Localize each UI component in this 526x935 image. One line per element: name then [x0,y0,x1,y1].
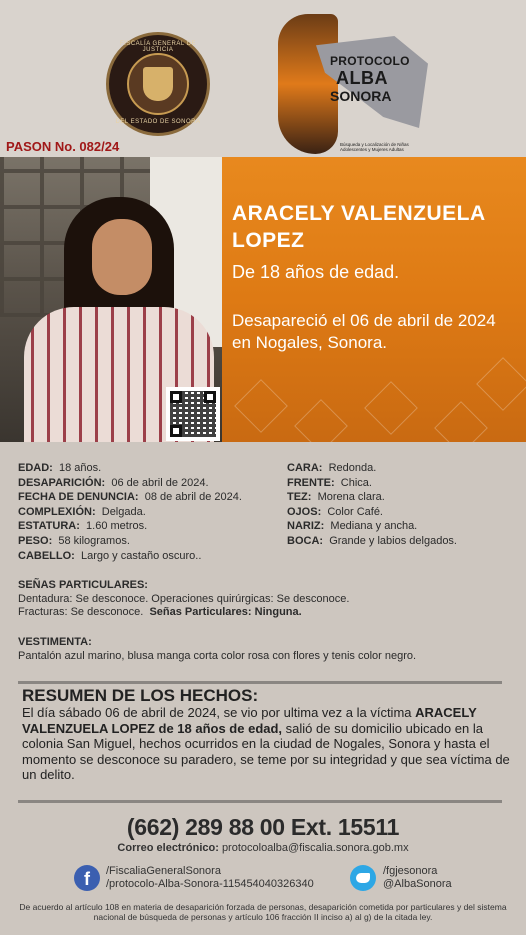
alba-logo-line3: SONORA [330,88,392,104]
lock-pattern-icon [294,399,348,442]
lock-pattern-icon [364,381,418,435]
facebook-icon[interactable]: f [74,865,100,891]
person-name: ARACELY VALENZUELA LOPEZ [232,202,485,252]
vestimenta-text: Pantalón azul marino, blusa manga corta color rosa con flores y tenis color negro. [18,649,417,662]
seal-emblem [127,53,189,115]
qr-code[interactable] [166,387,220,441]
facebook-links[interactable]: /FiscaliaGeneralSonora /protocolo-Alba-Sonora-115454040326340 [106,865,314,890]
lock-pattern-icon [434,401,488,442]
shield-icon [143,67,173,101]
seal-text-bottom: DEL ESTADO DE SONORA [115,119,201,125]
detail-row: CARA: Redonda. [287,462,377,474]
detail-row: TEZ: Morena clara. [287,491,385,504]
details-right [287,461,457,549]
detail-row: COMPLEXIÓN: Delgada. [18,505,146,518]
senas-title: SEÑAS PARTICULARES: [18,579,148,591]
legal-footer: De acuerdo al artículo 108 en materia de desaparición forzada de personas, desaparición cometida por particulares y del sistema nacional de búsqueda de personas y artículo 106 fracción II inciso a) al g) de la citada ley. [19,902,507,922]
resumen-text: El día sábado 06 de abril de 2024, se vio por ultima vez a la víctima ARACELY VALENZUELA LOPEZ de 18 años de edad, salió de su domicilio ubicado en la colonia San Miguel, hechos ocurridos en la ciudad de Nogales, Sonora y hasta el momento se desconoce su paradero, se teme por su integridad y que sea víctima de un delito. [22,705,510,782]
missing-statement: Desapareció el 06 de abril de 2024 en Nogales, Sonora. [232,311,496,352]
alba-logo-subtitle: Búsqueda y Localización de Niñas Adolescentes y Mujeres Adultas [340,142,409,152]
person-age: De 18 años de edad. [232,262,400,282]
detail-row: BOCA: Grande y labios delgados. [287,534,457,547]
senas-line1: Dentadura: Se desconoce. Operaciones quirúrgicas: Se desconoce. [18,592,350,605]
header [0,0,526,160]
detail-row: PESO: 58 kilogramos. [18,534,130,547]
face-silhouette-icon [278,14,338,154]
detail-row: NARIZ: Mediana y ancha. [287,520,418,533]
detail-row: FECHA DE DENUNCIA: 08 de abril de 2024. [18,491,242,504]
detail-row: EDAD: 18 años. [18,462,102,474]
protocolo-alba-logo [274,8,434,158]
senas-line2: Fracturas: Se desconoce. Señas Particulares: Ninguna. [18,606,302,618]
twitter-icon[interactable] [350,865,376,891]
detail-row: FRENTE: Chica. [287,476,372,489]
alba-logo-line1: PROTOCOLO [330,54,410,68]
detail-row: ESTATURA: 1.60 metros. [18,520,148,533]
details-left [18,461,242,563]
twitter-links[interactable]: /fgjesonora @AlbaSonora [383,865,452,890]
detail-row: CABELLO: Largo y castaño oscuro.. [18,549,202,562]
contact-phone[interactable]: (662) 289 88 00 Ext. 15511 [126,814,400,840]
lock-pattern-icon [476,357,526,411]
pason-number: PASON No. 082/24 [6,139,120,154]
vestimenta-title: VESTIMENTA: [18,636,92,648]
contact-email[interactable]: Correo electrónico: protocoloalba@fiscalia.sonora.gob.mx [117,842,409,854]
fiscalia-seal-logo [106,32,210,136]
senas-section [18,579,349,620]
alba-logo-line2: ALBA [336,68,388,88]
seal-text-top: FISCALÍA GENERAL DE JUSTICIA [120,41,196,53]
detail-row: OJOS: Color Café. [287,505,383,518]
lock-pattern-icon [234,379,288,433]
detail-row: DESAPARICIÓN: 06 de abril de 2024. [18,476,209,489]
vestimenta-section [18,636,416,663]
resumen-title: RESUMEN DE LOS HECHOS: [22,686,259,705]
